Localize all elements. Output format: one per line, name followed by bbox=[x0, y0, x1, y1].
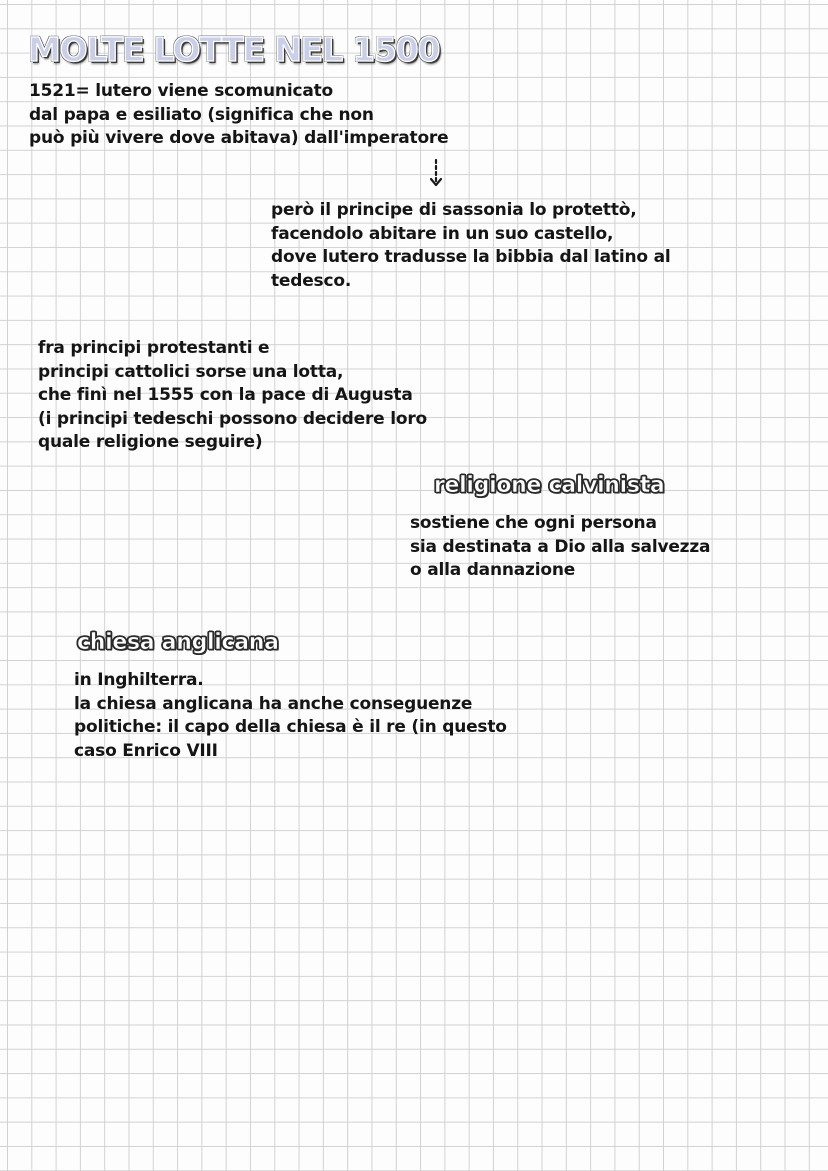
anglican-line: la chiesa anglicana ha anche conseguenze bbox=[74, 693, 473, 714]
conflict-line: quale religione seguire) bbox=[38, 432, 263, 452]
protection-line: tedesco. bbox=[271, 270, 352, 291]
calvinist-line: o alla dannazione bbox=[410, 560, 576, 580]
conflict-line: (i principi tedeschi possono decidere loro bbox=[38, 408, 427, 429]
intro-line: dal papa e esiliato (significa che non bbox=[29, 104, 374, 125]
anglican-line: in Inghilterra. bbox=[74, 670, 204, 690]
conflict-line: che finì nel 1555 con la pace di Augusta bbox=[38, 385, 413, 405]
conflict-line: fra principi protestanti e bbox=[38, 338, 270, 358]
protection-line: facendolo abitare in un suo castello, bbox=[271, 223, 614, 244]
conflict-paragraph bbox=[38, 337, 427, 455]
calvinist-heading: religione calvinista bbox=[434, 473, 665, 498]
anglican-paragraph bbox=[74, 669, 507, 763]
calvinist-paragraph bbox=[410, 512, 710, 583]
protection-paragraph bbox=[271, 199, 671, 293]
intro-paragraph bbox=[29, 80, 448, 151]
anglican-heading: chiesa anglicana bbox=[77, 630, 279, 655]
anglican-line: caso Enrico VIII bbox=[74, 740, 218, 761]
conflict-line: principi cattolici sorse una lotta, bbox=[38, 361, 344, 382]
intro-line: può più vivere dove abitava) dall'imperatore bbox=[29, 128, 449, 148]
dotted-down-arrow-icon bbox=[428, 158, 444, 190]
protection-line: però il principe di sassonia lo protettò, bbox=[271, 200, 637, 220]
intro-line: 1521= lutero viene scomunicato bbox=[29, 81, 334, 101]
protection-line: dove lutero tradusse la bibbia dal latino al bbox=[271, 247, 671, 267]
calvinist-line: sia destinata a Dio alla salvezza bbox=[410, 536, 711, 557]
anglican-line: politiche: il capo della chiesa è il re (in questo bbox=[74, 717, 507, 737]
calvinist-line: sostiene che ogni persona bbox=[410, 513, 657, 533]
page-title: MOLTE LOTTE NEL 1500 bbox=[28, 30, 440, 69]
